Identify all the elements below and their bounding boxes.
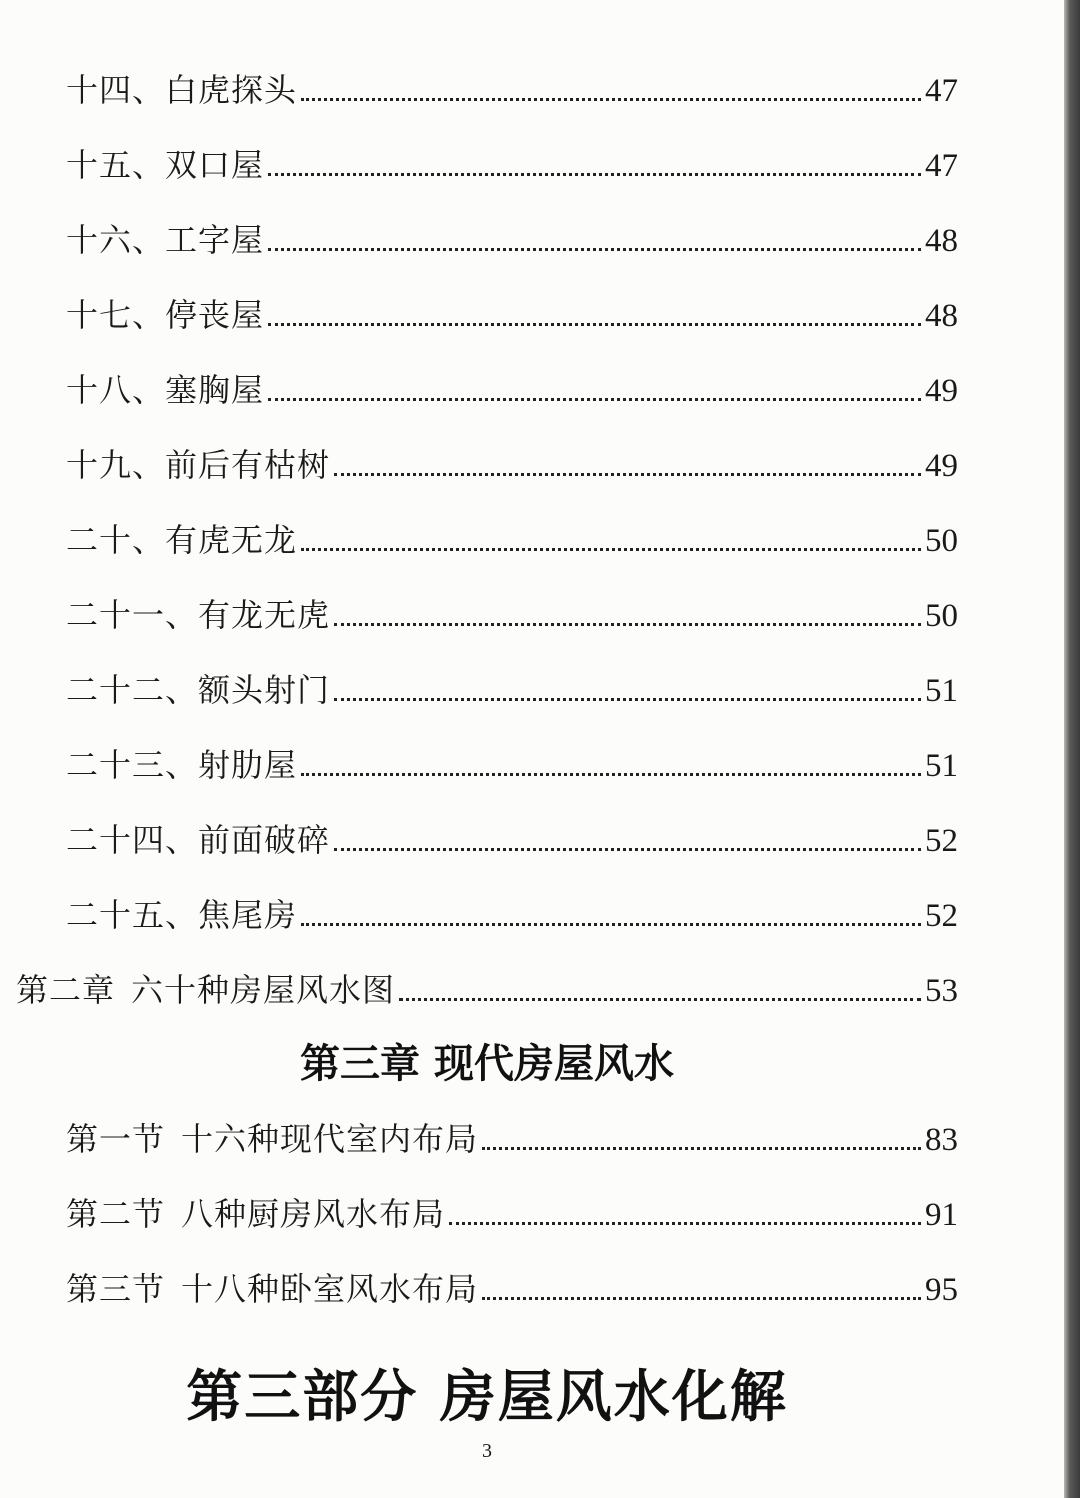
toc-entry[interactable] [66,68,958,112]
toc-section-entry[interactable] [66,1117,958,1161]
toc-entry-page: 47 [925,73,958,109]
page-edge-shadow [1064,0,1080,1498]
chapter-heading: 第三章 现代房屋风水 [300,1041,674,1087]
dot-leader [301,548,921,551]
toc-entry-label: 二十三、射肋屋 [66,746,298,784]
toc-entry[interactable] [66,593,958,637]
toc-entry[interactable] [66,143,958,187]
toc-entry-page: 51 [925,748,958,784]
toc-entry-label: 二十五、焦尾房 [66,896,298,934]
toc-entry-page: 83 [925,1122,958,1158]
toc-entry-label: 二十一、有龙无虎 [66,596,331,634]
toc-entry-page: 49 [925,373,958,409]
toc-entry-page: 95 [925,1272,958,1308]
toc-section-number: 第一节 [66,1120,166,1158]
toc-section-title: 十八种卧室风水布局 [181,1270,479,1308]
toc-entry-label: 二十、有虎无龙 [66,521,298,559]
toc-entry-page: 53 [925,973,958,1009]
toc-section-title: 十六种现代室内布局 [181,1120,479,1158]
toc-entry[interactable] [66,893,958,937]
dot-leader [334,698,921,701]
toc-chapter-number: 第二章 [16,971,116,1009]
toc-entry-label: 十九、前后有枯树 [66,446,331,484]
toc-entry-page: 52 [925,898,958,934]
toc-chapter-entry[interactable] [16,968,958,1012]
dot-leader [268,398,921,401]
part-heading: 第三部分 房屋风水化解 [186,1365,788,1430]
toc-section-title: 八种厨房风水布局 [181,1195,446,1233]
toc-entry[interactable] [66,668,958,712]
toc-entry-label: 十四、白虎探头 [66,71,298,109]
toc-entry[interactable] [66,293,958,337]
toc-section-number: 第三节 [66,1270,166,1308]
toc-entry-page: 48 [925,223,958,259]
toc-entry[interactable] [66,818,958,862]
dot-leader [301,773,921,776]
toc-entry[interactable] [66,218,958,262]
toc-entry-label: 二十四、前面破碎 [66,821,331,859]
page-number: 3 [482,1440,492,1462]
toc-entry-page: 52 [925,823,958,859]
toc-entry-label: 十五、双口屋 [66,146,265,184]
toc-section-entry[interactable] [66,1192,958,1236]
toc-entry-page: 50 [925,598,958,634]
dot-leader [268,173,921,176]
toc-entry[interactable] [66,443,958,487]
dot-leader [268,323,921,326]
toc-entry-label: 十六、工字屋 [66,221,265,259]
toc-entry-page: 91 [925,1197,958,1233]
dot-leader [399,998,921,1001]
dot-leader [334,848,921,851]
toc-entry-page: 50 [925,523,958,559]
dot-leader [334,623,921,626]
toc-entry[interactable] [66,368,958,412]
toc-entry-page: 49 [925,448,958,484]
dot-leader [334,473,921,476]
toc-entry-label: 十七、停丧屋 [66,296,265,334]
toc-entry[interactable] [66,743,958,787]
toc-entry-page: 47 [925,148,958,184]
dot-leader [301,98,921,101]
toc-entry-label: 十八、塞胸屋 [66,371,265,409]
dot-leader [301,923,921,926]
toc-entry-page: 48 [925,298,958,334]
dot-leader [482,1297,921,1300]
toc-entry-label: 二十二、额头射门 [66,671,331,709]
toc-section-entry[interactable] [66,1267,958,1311]
toc-chapter-title: 六十种房屋风水图 [131,971,396,1009]
dot-leader [268,248,921,251]
toc-entry-page: 51 [925,673,958,709]
dot-leader [482,1147,921,1150]
toc-section-number: 第二节 [66,1195,166,1233]
dot-leader [449,1222,921,1225]
toc-entry[interactable] [66,518,958,562]
